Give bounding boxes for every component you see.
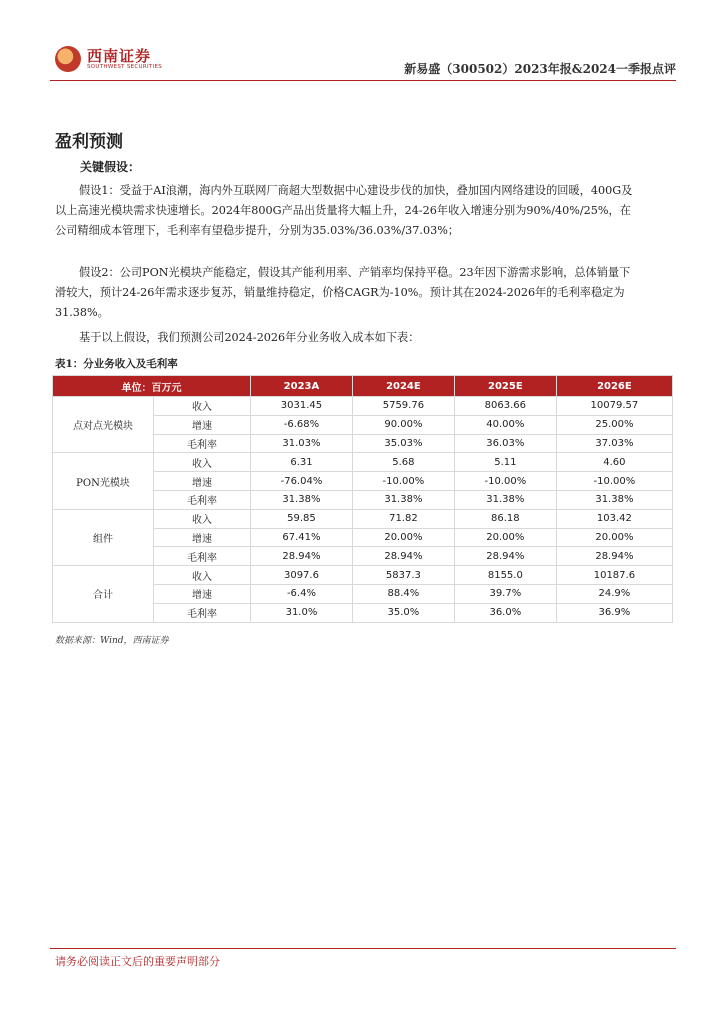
table-cell: 5.68 [352,453,454,472]
table-cell: 31.38% [556,490,672,509]
logo-text-en: SOUTHWEST SECURITIES [87,64,163,70]
table-cell: 20.00% [352,528,454,547]
year-header: 2026E [556,376,672,397]
assumption-2-paragraph: 假设2：公司PON光模块产能稳定，假设其产能利用率、产销率均保持平稳。23年因下游需求影响，总体销量下滑较大，预计24-26年需求逐步复苏，销量维持稳定，价格CAGR为-10%。预计其在2024-2026年的毛利率稳定为31.38%。 [55,266,631,319]
metric-label: 增速 [154,472,251,491]
table-cell: -10.00% [556,472,672,491]
table-cell: 20.00% [454,528,556,547]
table-cell: 6.31 [251,453,353,472]
segment-name: PON光模块 [53,453,154,509]
table-cell: 28.94% [454,547,556,566]
table-cell: -10.00% [352,472,454,491]
table-cell: 3031.45 [251,397,353,416]
metric-label: 毛利率 [154,434,251,453]
table-cell: 35.03% [352,434,454,453]
metric-label: 毛利率 [154,547,251,566]
section-title: 盈利预测 [55,132,123,152]
metric-label: 增速 [154,528,251,547]
table-cell: 28.94% [352,547,454,566]
table-cell: 8155.0 [454,566,556,585]
logo-text-cn: 西南证券 [87,47,152,65]
table-row [53,509,673,528]
metric-label: 增速 [154,584,251,603]
table-cell: 5837.3 [352,566,454,585]
table-cell: 39.7% [454,584,556,603]
table-cell: 3097.6 [251,566,353,585]
company-logo [55,44,165,76]
table-cell: 28.94% [251,547,353,566]
table-caption: 表1：分业务收入及毛利率 [55,358,178,370]
year-header: 2023A [251,376,353,397]
table-cell: 31.0% [251,603,353,622]
key-assumptions-label: 关键假设： [80,160,141,174]
table-cell: 5759.76 [352,397,454,416]
metric-label: 收入 [154,566,251,585]
forecast-intro-paragraph: 基于以上假设，我们预测公司2024-2026年分业务收入成本如下表： [79,331,420,344]
segment-revenue-table [52,375,673,623]
table-cell: -6.4% [251,584,353,603]
table-cell: 25.00% [556,415,672,434]
table-header-row [53,376,673,397]
table-cell: 31.38% [251,490,353,509]
table-cell: 10079.57 [556,397,672,416]
metric-label: 收入 [154,509,251,528]
table-cell: -6.68% [251,415,353,434]
table-cell: 8063.66 [454,397,556,416]
table-cell: 36.03% [454,434,556,453]
unit-header: 单位：百万元 [53,376,251,397]
table-row [53,397,673,416]
header-divider [50,80,676,81]
table-cell: 5.11 [454,453,556,472]
footer-divider [50,948,676,949]
metric-label: 毛利率 [154,603,251,622]
table-cell: 40.00% [454,415,556,434]
segment-name: 组件 [53,509,154,565]
table-cell: 59.85 [251,509,353,528]
table-cell: 71.82 [352,509,454,528]
segment-name: 合计 [53,566,154,622]
table-cell: 36.0% [454,603,556,622]
table-cell: 24.9% [556,584,672,603]
table-cell: 88.4% [352,584,454,603]
year-header: 2024E [352,376,454,397]
table-cell: 90.00% [352,415,454,434]
table-cell: 31.03% [251,434,353,453]
table-row [53,566,673,585]
report-title: 新易盛（300502）2023年报&2024一季报点评 [404,62,676,76]
metric-label: 收入 [154,453,251,472]
table-cell: 86.18 [454,509,556,528]
assumption-1-paragraph: 假设1：受益于AI浪潮，海内外互联网厂商超大型数据中心建设步伐的加快，叠加国内网络建设的回暖，400G及以上高速光模块需求快速增长。2024年800G产品出货量将大幅上升，24-26年收入增速分别为90%/40%/25%，在公司精细成本管理下，毛利率有望稳步提升，分别为35.03%/36.03%/37.03%； [55,184,633,237]
table-cell: 67.41% [251,528,353,547]
table-cell: 28.94% [556,547,672,566]
table-cell: 36.9% [556,603,672,622]
table-cell: 20.00% [556,528,672,547]
logo-emblem-icon [55,46,81,72]
table-cell: 103.42 [556,509,672,528]
table-cell: 37.03% [556,434,672,453]
metric-label: 收入 [154,397,251,416]
table-cell: -76.04% [251,472,353,491]
table-cell: 31.38% [454,490,556,509]
page-header [50,40,676,84]
table-cell: 35.0% [352,603,454,622]
year-header: 2025E [454,376,556,397]
data-source: 数据来源：Wind，西南证券 [55,636,169,646]
metric-label: 毛利率 [154,490,251,509]
segment-name: 点对点光模块 [53,397,154,453]
table-cell: -10.00% [454,472,556,491]
footer-disclaimer: 请务必阅读正文后的重要声明部分 [55,955,220,968]
table-cell: 4.60 [556,453,672,472]
metric-label: 增速 [154,415,251,434]
table-row [53,453,673,472]
table-cell: 31.38% [352,490,454,509]
table-cell: 10187.6 [556,566,672,585]
